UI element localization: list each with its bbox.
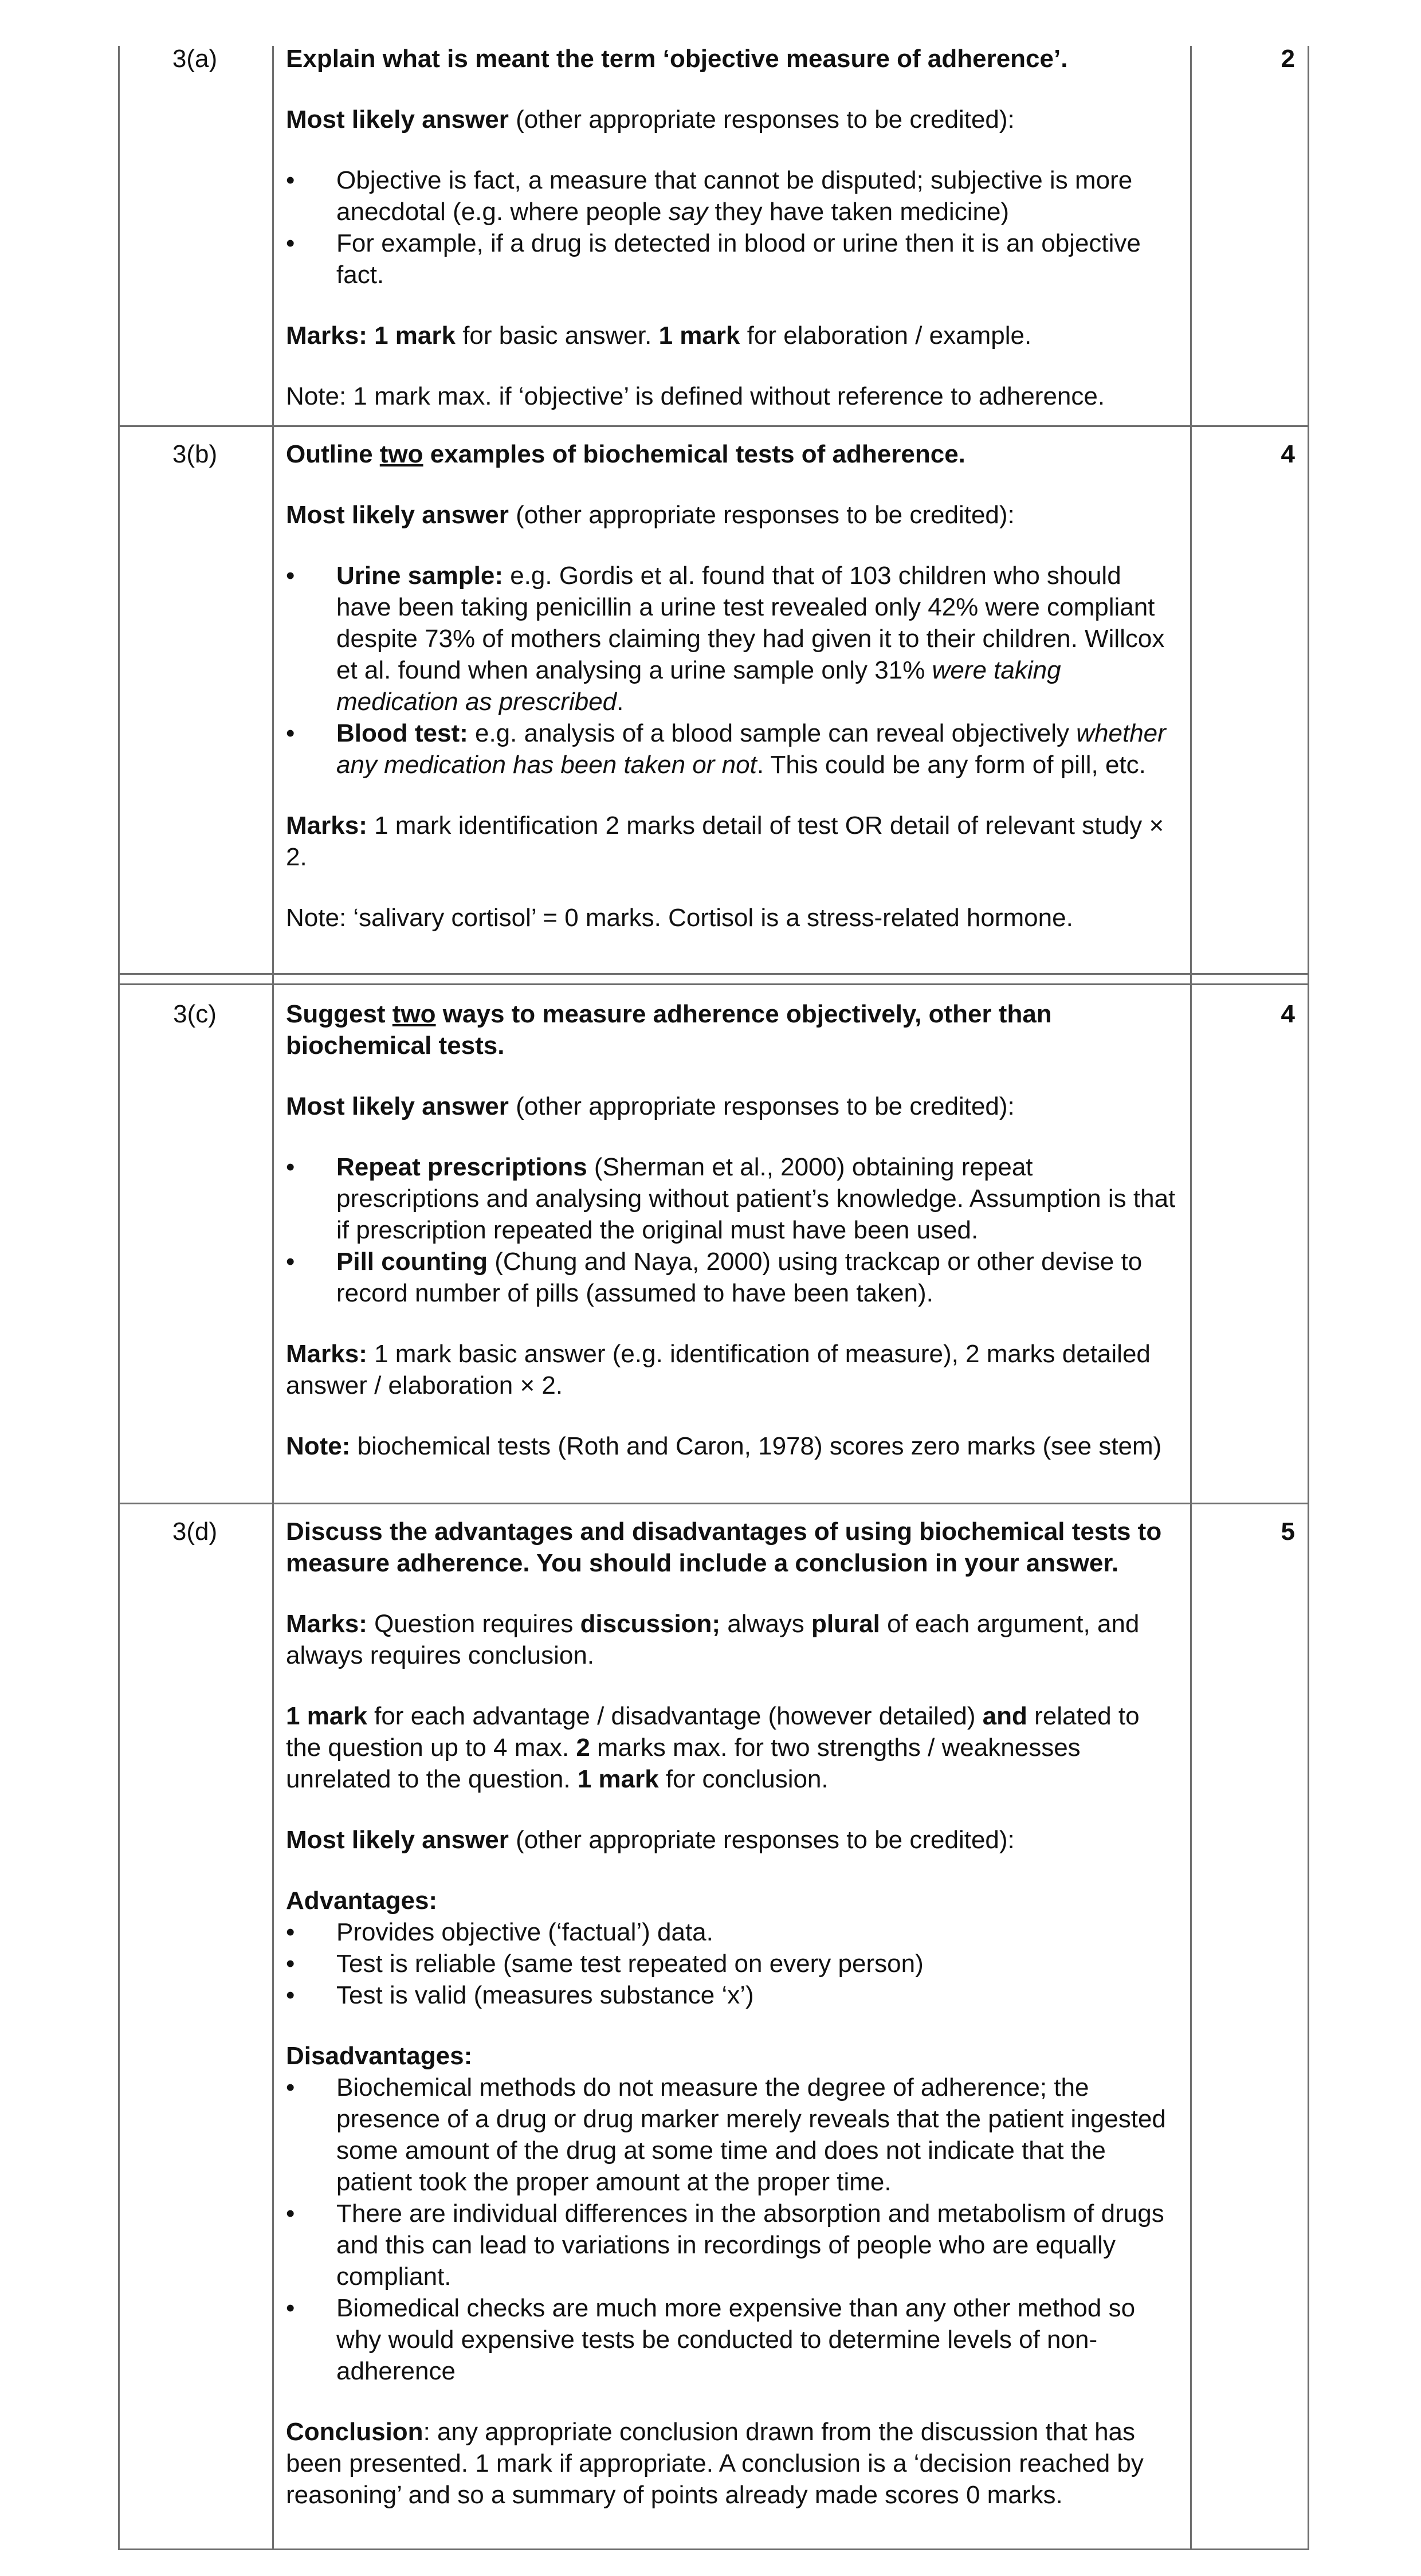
list-item: • Provides objective (‘factual’) data. (286, 1918, 713, 1946)
question-text: Explain what is meant the term ‘objective measure of adherence’. (286, 45, 1068, 73)
advantages-list (286, 1916, 1177, 2011)
marks-guidance: Marks: 1 mark basic answer (e.g. identification of measure), 2 marks detailed answer / elaboration × 2. (286, 1340, 1151, 1399)
disadvantages-list (286, 2072, 1177, 2387)
list-item: • Objective is fact, a measure that cannot be disputed; subjective is more anecdotal (e.g. where people say they have taken medicine) (286, 166, 1133, 226)
table-border-left (118, 46, 120, 2550)
row-separator (118, 973, 1309, 975)
question-text: Outline two examples of biochemical tests of adherence. (286, 440, 965, 468)
conclusion: Conclusion: any appropriate conclusion drawn from the discussion that has been presented. 1 mark if appropriate. A conclusion is a ‘decision reached by reasoning’ and so a summary of points already made scores 0 marks. (286, 2418, 1144, 2509)
question-3a-content (286, 43, 1177, 412)
row-separator (118, 1503, 1309, 1504)
marks-guidance: Marks: Question requires discussion; always plural of each argument, and always requires conclusion. (286, 1610, 1140, 1669)
answer-intro: Most likely answer (other appropriate responses to be credited): (286, 501, 1015, 529)
list-item: • Urine sample: e.g. Gordis et al. found that of 103 children who should have been taking penicillin a urine test revealed only 42% were compliant despite 73% of mothers claiming they had given it to their children. Willcox et al. found when analysing a urine sample only 31% were taking medication as prescribed. (286, 562, 1165, 716)
table-border-bottom (118, 2548, 1309, 2550)
list-item: • Repeat prescriptions (Sherman et al., 2000) obtaining repeat prescriptions and analysing without patient’s knowledge. Assumption is that if prescription repeated the original must have been used. (286, 1153, 1176, 1244)
marks-guidance: Marks: 1 mark identification 2 marks detail of test OR detail of relevant study × 2. (286, 811, 1164, 871)
list-item: • Biochemical methods do not measure the degree of adherence; the presence of a drug or drug marker merely reveals that the patient ingested some amount of the drug at some time and does not indicate that the patient took the proper amount at the proper time. (286, 2073, 1166, 2196)
list-item: • Blood test: e.g. analysis of a blood sample can reveal objectively whether any medication has been taken or not. This could be any form of pill, etc. (286, 719, 1166, 779)
row-separator (118, 983, 1309, 985)
question-3d-content (286, 1516, 1177, 2511)
question-number: 3(d) (172, 1518, 218, 1546)
question-3b-content (286, 438, 1177, 934)
answer-intro: Most likely answer (other appropriate responses to be credited): (286, 105, 1015, 134)
question-marks: 5 (1281, 1518, 1295, 1546)
list-item: • Biomedical checks are much more expensive than any other method so why would expensive tests be conducted to determine levels of non-adherence (286, 2294, 1136, 2385)
table-border-right (1308, 46, 1309, 2550)
answer-bullets (286, 560, 1177, 781)
question-text: Discuss the advantages and disadvantages of using biochemical tests to measure adherence. You should include a conclusion in your answer. (286, 1518, 1162, 1577)
question-text: Suggest two ways to measure adherence objectively, other than biochemical tests. (286, 1000, 1052, 1060)
question-marks: 4 (1281, 1000, 1295, 1028)
answer-bullets (286, 164, 1177, 291)
question-number: 3(a) (172, 45, 218, 73)
note: Note: 1 mark max. if ‘objective’ is defined without reference to adherence. (286, 382, 1105, 410)
question-3c-content (286, 998, 1177, 1462)
marks-allocation: 1 mark for each advantage / disadvantage (however detailed) and related to the question up to 4 max. 2 marks max. for two strengths / weaknesses unrelated to the question. 1 mark for conclusion. (286, 1702, 1140, 1793)
table-divider-question (272, 46, 274, 2550)
table-divider-marks (1190, 46, 1192, 2550)
marks-guidance: Marks: 1 mark for basic answer. 1 mark for elaboration / example. (286, 321, 1032, 350)
list-item: • Test is valid (measures substance ‘x’) (286, 1981, 754, 2009)
list-item: • Pill counting (Chung and Naya, 2000) using trackcap or other devise to record number of pills (assumed to have been taken). (286, 1248, 1143, 1307)
list-item: • There are individual differences in the absorption and metabolism of drugs and this can lead to variations in recordings of people who are equally compliant. (286, 2199, 1164, 2291)
answer-bullets (286, 1151, 1177, 1309)
question-number: 3(c) (173, 1000, 217, 1028)
note: Note: biochemical tests (Roth and Caron, 1978) scores zero marks (see stem) (286, 1432, 1162, 1460)
answer-intro: Most likely answer (other appropriate responses to be credited): (286, 1826, 1015, 1854)
question-number: 3(b) (172, 440, 218, 468)
question-marks: 4 (1281, 440, 1295, 468)
list-item: • For example, if a drug is detected in blood or urine then it is an objective fact. (286, 229, 1141, 289)
advantages-heading: Advantages: (286, 1887, 438, 1915)
row-separator (118, 425, 1309, 427)
question-marks: 2 (1281, 45, 1295, 73)
disadvantages-heading: Disadvantages: (286, 2042, 473, 2070)
list-item: • Test is reliable (same test repeated on every person) (286, 1950, 924, 1978)
note: Note: ‘salivary cortisol’ = 0 marks. Cortisol is a stress-related hormone. (286, 904, 1073, 932)
answer-intro: Most likely answer (other appropriate responses to be credited): (286, 1092, 1015, 1120)
